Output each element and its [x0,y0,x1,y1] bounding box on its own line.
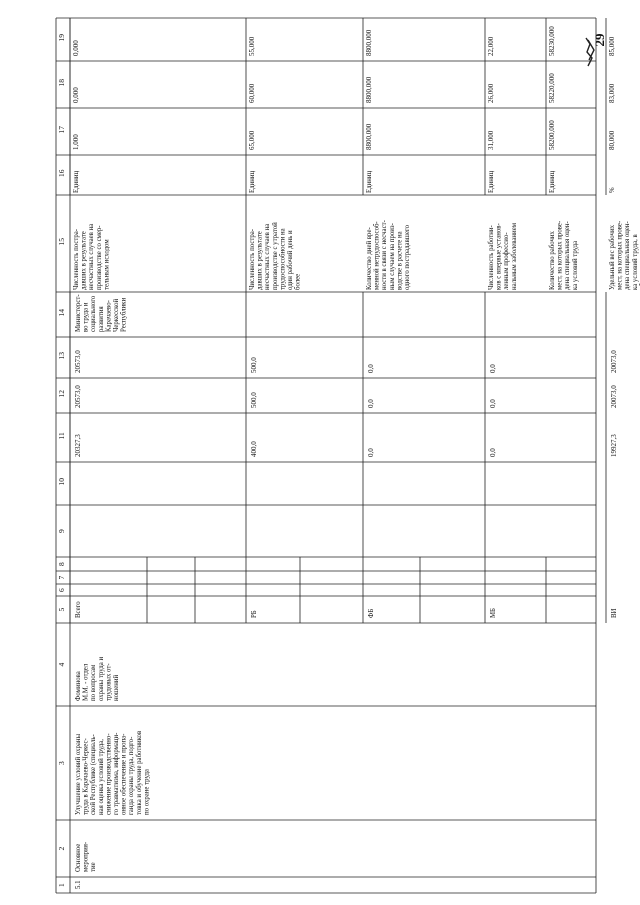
executor: трудовых от- [105,663,113,701]
indicator-unit: % [609,187,616,193]
funding-col12: 500,0 [250,392,258,408]
executor: Фоминова [75,671,82,701]
indicator-col17: 31,000 [487,130,495,150]
column-number: 6 [57,588,66,592]
indicator-col18: 58220,000 [548,73,556,103]
funding-source: ВИ [611,608,618,618]
event-name: снижение производственно- [105,733,113,815]
funding-col13: 0,0 [489,364,497,373]
event-type: тие [90,862,98,872]
event-name: ганда охраны труда, подго- [128,736,136,815]
indicator-col18: 0,000 [72,87,80,103]
column-number: 17 [57,126,66,134]
indicator-col19: 0,000 [72,40,80,56]
funding-source: ФБ [368,608,375,618]
indicator-name: Количество рабочих [549,231,556,290]
event-name: онное обеспечение и пропа- [120,733,128,815]
funding-col13: 20073,0 [610,350,618,373]
funding-col11: 400,0 [250,441,258,457]
indicator-col17: 80,000 [608,130,616,150]
indicator-name: давших в результате [256,231,264,290]
indicator-col19: 55,000 [248,36,256,56]
indicator-name: давших в результате [80,231,88,290]
funding-col12: 0,0 [367,399,375,408]
indicator-name: тельным исходом [103,239,111,290]
indicator-name: производстве с утратой [271,222,279,290]
executor: по вопросам [90,664,98,701]
indicator-name: Численность работни- [488,225,495,290]
indicator-col19: 58230,000 [548,26,556,56]
indicator-name: трудоспособности на [279,228,287,290]
indicator-name: нальным заболеванием [510,222,518,290]
event-name: ской Республике (специаль- [90,734,98,815]
indicator-unit: Единиц [366,170,373,193]
column-number: 19 [57,34,66,42]
ministry: социального [90,295,98,332]
ministry: Карачаево- [105,300,113,332]
ministry: развития [97,306,105,332]
indicator-name: производстве со смер- [95,225,103,290]
indicator-unit: Единиц [488,170,495,193]
event-name: ная оценка условий труда, [97,739,105,815]
indicator-name: ным случаем на произ- [388,223,396,290]
event-name: товка и обучение работников [135,730,143,815]
column-number: 11 [57,432,66,440]
funding-col11: 0,0 [367,448,375,457]
indicator-col18: 60,000 [248,83,256,103]
column-number: 14 [57,309,66,317]
indicator-col17: 58200,000 [548,120,556,150]
funding-col13: 20573,0 [74,350,82,373]
indicator-name: более [294,273,302,290]
column-number: 7 [57,575,66,580]
executor: М.М. - отдел [82,663,90,701]
column-number: 3 [57,761,66,765]
indicator-col19: 22,000 [487,36,495,56]
column-number: 12 [57,390,66,398]
funding-col11: 20327,3 [74,434,82,457]
indicator-name: Численность постра- [249,228,256,290]
indicator-name: Численность постра- [73,228,80,290]
indicator-col17: 65,000 [248,130,256,150]
ministry: Черкесской [113,298,120,332]
indicator-name: ности в связи с несчаст- [381,220,389,290]
column-number-header [57,34,66,887]
indicator-name: Количество дней вре- [366,227,373,290]
event-name: труда в Карачаево-Черкес- [82,738,90,815]
indicator-name: мест, на которых прове- [616,220,624,290]
indicator-col17: 8800,000 [365,123,373,150]
indicator-name: дена специальная оцен- [624,221,632,290]
column-number: 16 [57,169,66,177]
funding-col11: 19927,3 [610,434,618,457]
column-number: 10 [57,478,66,486]
funding-col12: 0,0 [489,399,497,408]
indicator-unit: Единиц [549,170,556,193]
row-index: 5.1 [75,880,82,889]
funding-col11: 0,0 [489,448,497,457]
indicator-col19: 85,000 [608,36,616,56]
executor: ношений [113,674,120,701]
column-number: 1 [57,883,66,887]
indicator-name: ка условий труда, в [631,234,639,290]
ministry: Республики [120,297,128,332]
column-number: 9 [57,529,66,533]
indicator-name: дена специальная оцен- [564,221,572,290]
funding-col13: 500,0 [250,357,258,373]
indicator-name: водстве в расчете на [396,231,404,290]
funding-source: МБ [490,608,497,618]
indicator-name: несчастных случаев на [88,223,96,290]
event-name: Улучшение условий охраны [75,733,82,815]
funding-col12: 20573,0 [74,385,82,408]
funding-col13: 0,0 [367,364,375,373]
indicator-col18: 83,000 [608,83,616,103]
column-number: 2 [57,846,66,851]
indicator-name: ка условий труда [571,240,579,290]
indicator-name: несчастных случаев на [264,223,272,290]
column-number: 4 [57,662,66,667]
ministry: Министерст- [75,294,82,332]
indicator-col18: 8800,000 [365,76,373,103]
event-name: го травматизма, информаци- [113,732,120,815]
indicator-unit: Единиц [73,170,80,193]
ministry: во труда и [82,302,90,332]
indicator-unit: Единиц [249,170,256,193]
indicator-col19: 8800,000 [365,29,373,56]
event-type: Основное [75,843,82,872]
indicator-col17: 1,000 [72,134,80,150]
indicator-name: Удельный вес рабочих [609,225,616,290]
indicator-name: ленным профессио- [503,232,511,290]
column-number: 5 [57,607,66,612]
column-number: 18 [57,79,66,87]
indicator-name: менной нетрудоспособ- [373,221,381,290]
event-name: по охране труда [143,769,151,815]
indicator-name: мест, на которых прове- [556,220,564,290]
indicator-name: одного пострадавшего [404,224,411,290]
column-number: 8 [57,562,66,566]
funding-col12: 20073,0 [610,385,618,408]
page-number: 29 [592,33,607,47]
indicator-name: ков с впервые установ- [495,223,503,290]
column-number: 13 [57,352,66,360]
indicator-col18: 26,000 [487,83,495,103]
funding-source: Всего [75,601,82,618]
indicator-name: один рабочий день и [287,230,294,290]
executor: охраны труда и [97,656,105,701]
event-type: мероприя- [82,841,90,872]
funding-source: РБ [251,610,258,618]
column-number: 15 [57,238,66,246]
